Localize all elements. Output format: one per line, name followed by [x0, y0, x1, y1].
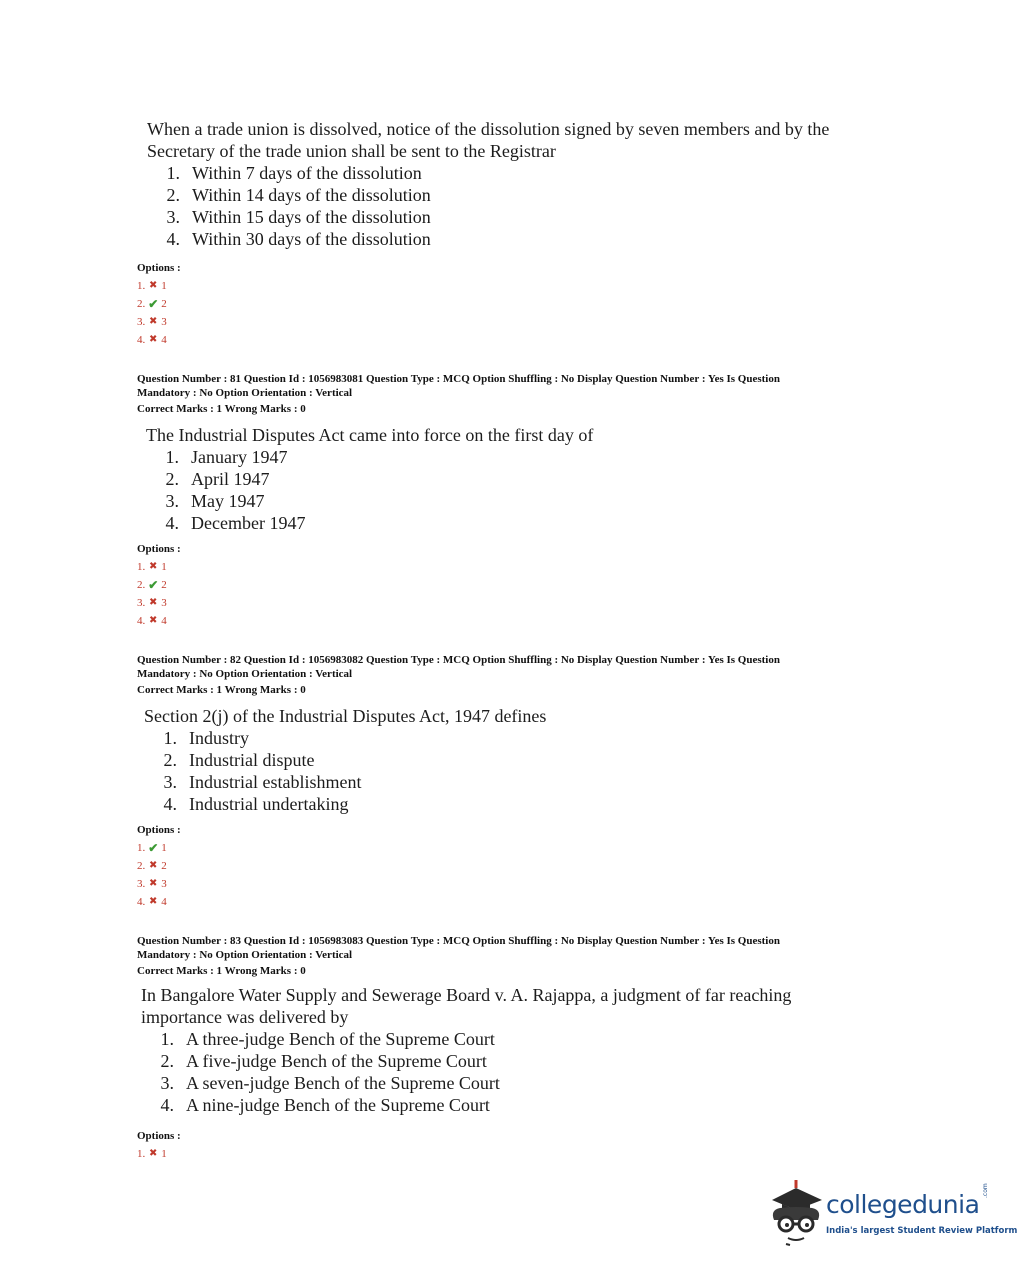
option-item: 4. ✖ 4 [137, 331, 181, 349]
options-label: Options : [137, 262, 181, 274]
choice-item: 4. Industrial undertaking [163, 794, 349, 814]
check-icon: ✔ [148, 297, 159, 311]
option-item: 1. ✖ 1 [137, 277, 181, 295]
mascot-icon [766, 1176, 828, 1248]
cross-icon: ✖ [149, 334, 158, 345]
cross-icon: ✖ [149, 896, 158, 907]
options-label: Options : [137, 824, 181, 836]
choice-list [145, 446, 305, 534]
choice-item: 4. December 1947 [165, 513, 306, 533]
cross-icon: ✖ [149, 1148, 158, 1159]
choice-item: 2. A five-judge Bench of the Supreme Court [160, 1051, 487, 1071]
check-icon: ✔ [148, 841, 159, 855]
choice-list [140, 1028, 500, 1116]
cross-icon: ✖ [149, 280, 158, 291]
choice-item: 1. Within 7 days of the dissolution [166, 163, 422, 183]
collegedunia-logo [766, 1176, 1018, 1248]
logo-com-text: .com [982, 1183, 989, 1198]
choice-item: 2. April 1947 [165, 469, 270, 489]
question-text: In Bangalore Water Supply and Sewerage Board v. A. Rajappa, a judgment of far reaching importance was delivered by [141, 985, 792, 1027]
marks-line: Correct Marks : 1 Wrong Marks : 0 [137, 684, 306, 696]
option-item: 3. ✖ 3 [137, 594, 181, 612]
logo-brand-text: collegedunia [826, 1190, 980, 1219]
cross-icon: ✖ [149, 561, 158, 572]
options-block [137, 540, 181, 630]
cross-icon: ✖ [149, 615, 158, 626]
cross-icon: ✖ [149, 597, 158, 608]
question-text: The Industrial Disputes Act came into force on the first day of [146, 425, 594, 445]
question-text: Section 2(j) of the Industrial Disputes Act, 1947 defines [144, 706, 547, 726]
choice-item: 3. May 1947 [165, 491, 265, 511]
choice-item: 1. A three-judge Bench of the Supreme Court [160, 1029, 495, 1049]
option-item: 2. ✔ 2 [137, 578, 167, 592]
options-label: Options : [137, 543, 181, 555]
choice-item: 4. Within 30 days of the dissolution [166, 229, 431, 249]
choice-item: 3. A seven-judge Bench of the Supreme Court [160, 1073, 500, 1093]
cross-icon: ✖ [149, 316, 158, 327]
option-item: 4. ✖ 4 [137, 612, 181, 630]
option-item: 3. ✖ 3 [137, 313, 181, 331]
option-item: 4. ✖ 4 [137, 893, 181, 911]
choice-item: 2. Industrial dispute [163, 750, 315, 770]
options-block [137, 821, 181, 911]
option-item: 3. ✖ 3 [137, 875, 181, 893]
cross-icon: ✖ [149, 860, 158, 871]
logo-tagline: India's largest Student Review Platform [826, 1226, 1018, 1236]
choice-item: 4. A nine-judge Bench of the Supreme Court [160, 1095, 490, 1115]
options-label: Options : [137, 1130, 181, 1142]
options-block [137, 259, 181, 349]
question-meta: Question Number : 83 Question Id : 1056983083 Question Type : MCQ Option Shuffling : No Display Question Number : Yes Is Question Mandatory : No Option Orientation : Vertical Correct Marks : 1 Wrong Marks : 0 [137, 934, 877, 978]
option-item: 2. ✖ 2 [137, 857, 181, 875]
question-meta: Question Number : 81 Question Id : 1056983081 Question Type : MCQ Option Shuffling : No Display Question Number : Yes Is Question Mandatory : No Option Orientation : Vertical Correct Marks : 1 Wrong Marks : 0 [137, 372, 877, 416]
choice-item: 1. Industry [163, 728, 249, 748]
options-block [137, 1127, 181, 1163]
marks-line: Correct Marks : 1 Wrong Marks : 0 [137, 965, 306, 977]
option-item: 1. ✖ 1 [137, 558, 181, 576]
choice-item: 1. January 1947 [165, 447, 288, 467]
check-icon: ✔ [148, 578, 159, 592]
option-item: 2. ✔ 2 [137, 297, 167, 311]
question-text: When a trade union is dissolved, notice of the dissolution signed by seven members and by the Secretary of the trade union shall be sent to the Registrar [147, 119, 830, 161]
marks-line: Correct Marks : 1 Wrong Marks : 0 [137, 403, 306, 415]
option-item: 1. ✖ 1 [137, 1145, 181, 1163]
choice-item: 3. Within 15 days of the dissolution [166, 207, 431, 227]
choice-item: 3. Industrial establishment [163, 772, 362, 792]
choice-list [143, 727, 361, 815]
choice-item: 2. Within 14 days of the dissolution [166, 185, 431, 205]
question-meta: Question Number : 82 Question Id : 1056983082 Question Type : MCQ Option Shuffling : No Display Question Number : Yes Is Question Mandatory : No Option Orientation : Vertical Correct Marks : 1 Wrong Marks : 0 [137, 653, 877, 697]
choice-list [146, 162, 431, 250]
option-item: 1. ✔ 1 [137, 841, 167, 855]
cross-icon: ✖ [149, 878, 158, 889]
